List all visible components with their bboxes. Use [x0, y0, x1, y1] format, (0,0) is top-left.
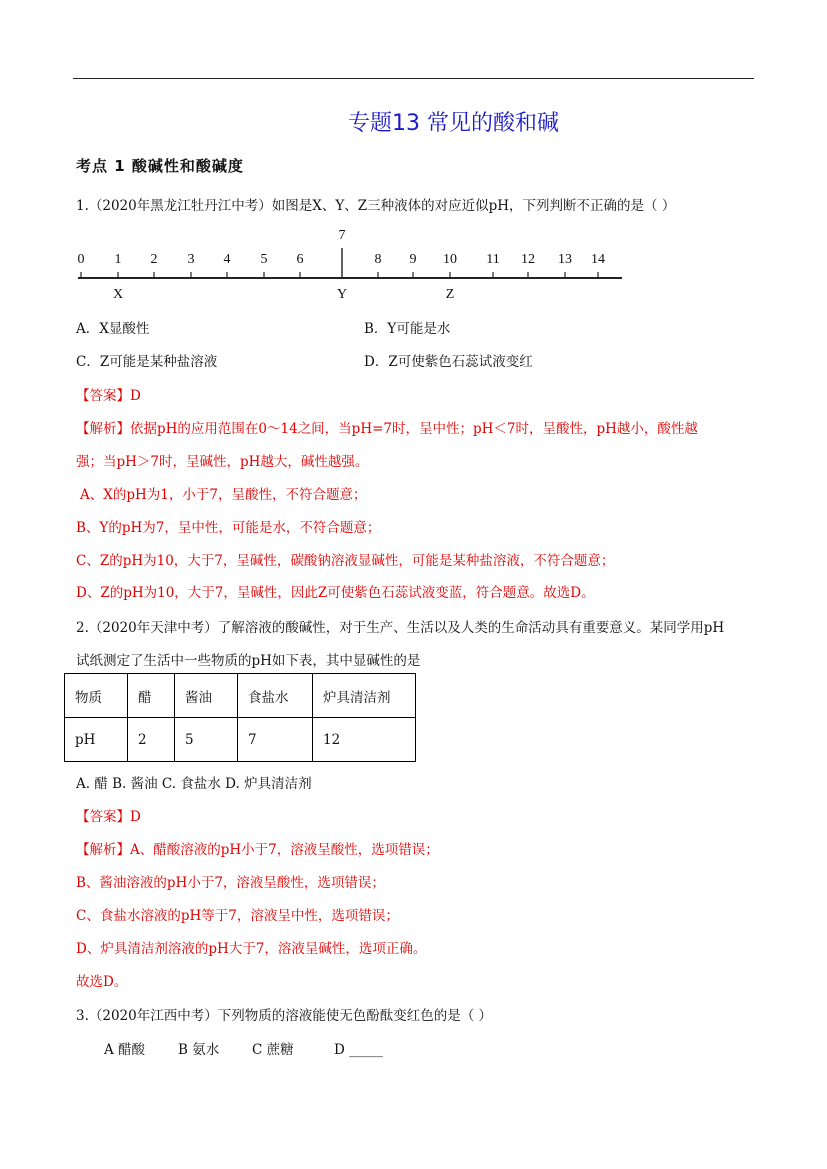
ph-scale-figure [70, 222, 630, 304]
table-row [65, 674, 416, 718]
ph-scale-tick-label: 3 [187, 252, 195, 267]
q3-stem: 3.（2020年江西中考）下列物质的溶液能使无色酚酞变红色的是（ ） [76, 1008, 493, 1024]
q2-stem-line: 2.（2020年天津中考）了解溶液的酸碱性，对于生产、生活以及人类的生命活动具有重要意义。某同学用pH [76, 620, 725, 636]
header-rule [73, 78, 754, 79]
ph-scale-tick-label: 0 [77, 252, 85, 267]
q3-option-c: C 蔗糖 [252, 1042, 294, 1058]
table-cell: 12 [313, 718, 416, 762]
table-cell: 醋 [128, 674, 175, 718]
table-cell: pH [65, 718, 128, 762]
ph-scale-tick-label: 1 [114, 252, 122, 267]
q1-analysis-line: C、Z的pH为10，大于7，呈碱性，碳酸钠溶液显碱性，可能是某种盐溶液，不符合题意； [76, 553, 615, 569]
table-cell: 物质 [65, 674, 128, 718]
table-row [65, 718, 416, 762]
ph-scale-tick-label: 12 [521, 252, 535, 267]
ph-scale-tick-label: 8 [374, 252, 382, 267]
q2-options: A. 醋 B. 酱油 C. 食盐水 D. 炉具清洁剂 [76, 776, 312, 792]
table-cell: 炉具清洁剂 [313, 674, 416, 718]
q1-option-c: C．Z可能是某种盐溶液 [76, 354, 218, 370]
table-cell: 2 [128, 718, 175, 762]
q2-analysis-line: 【解析】A、醋酸溶液的pH小于7，溶液呈酸性，选项错误； [76, 842, 439, 858]
ph-scale-tick-label: 7 [338, 228, 346, 243]
q1-analysis-line: 强；当pH＞7时，呈碱性，pH越大，碱性越强。 [76, 454, 369, 470]
q1-analysis-line: A、X的pH为1，小于7，呈酸性，不符合题意； [80, 487, 367, 503]
ph-scale-tick-label: 5 [260, 252, 268, 267]
q2-stem-line: 试纸测定了生活中一些物质的pH如下表，其中显碱性的是 [76, 653, 421, 669]
ph-scale-tick-label: 2 [150, 252, 158, 267]
ph-scale-marker-z: Z [445, 287, 455, 302]
q3-options [104, 1038, 383, 1058]
q1-option-a: A．X显酸性 [76, 321, 150, 337]
q2-analysis-line: D、炉具清洁剂溶液的pH大于7，溶液呈碱性，选项正确。 [76, 941, 427, 957]
ph-scale-marker-x: X [112, 287, 124, 302]
document-title: 专题13 常见的酸和碱 [348, 111, 559, 136]
ph-scale-tick-label: 4 [223, 252, 231, 267]
ph-scale-tick-label: 10 [443, 252, 457, 267]
q2-analysis-line: 故选D。 [76, 974, 128, 990]
q1-option-b: B．Y可能是水 [364, 321, 451, 337]
ph-scale-tick-label: 13 [558, 252, 572, 267]
q2-answer: 【答案】D [76, 809, 141, 825]
q1-answer: 【答案】D [76, 388, 141, 404]
ph-scale-tick-label: 14 [591, 252, 605, 267]
q3-option-d: D _____ [334, 1042, 383, 1058]
q1-option-d: D．Z可使紫色石蕊试液变红 [364, 354, 533, 370]
table-cell: 酱油 [175, 674, 238, 718]
q1-analysis-line: 【解析】依据pH的应用范围在0～14之间，当pH=7时，呈中性；pH＜7时，呈酸性，pH越小，酸性越 [76, 421, 698, 437]
q2-analysis-line: B、酱油溶液的pH小于7，溶液呈酸性，选项错误； [76, 875, 385, 891]
table-cell: 食盐水 [238, 674, 313, 718]
ph-scale-marker-y: Y [336, 287, 348, 302]
q3-option-b: B 氨水 [178, 1042, 220, 1058]
q1-stem: 1.（2020年黑龙江牡丹江中考）如图是X、Y、Z三种液体的对应近似pH，下列判断不正确的是（ ） [76, 198, 676, 214]
q1-analysis-line: D、Z的pH为10，大于7，呈碱性，因此Z可使紫色石蕊试液变蓝，符合题意。故选D。 [76, 585, 595, 601]
q3-option-a: A 醋酸 [104, 1042, 146, 1058]
q1-analysis-line: B、Y的pH为7，呈中性，可能是水，不符合题意； [76, 520, 381, 536]
table-cell: 7 [238, 718, 313, 762]
ph-scale-tick-label: 6 [296, 252, 304, 267]
ph-table [64, 673, 416, 762]
ph-scale-tick-label: 11 [486, 252, 500, 267]
q2-analysis-line: C、食盐水溶液的pH等于7，溶液呈中性，选项错误； [76, 908, 399, 924]
section-heading: 考点 1 酸碱性和酸碱度 [76, 157, 244, 175]
ph-scale-tick-label: 9 [409, 252, 417, 267]
table-cell: 5 [175, 718, 238, 762]
